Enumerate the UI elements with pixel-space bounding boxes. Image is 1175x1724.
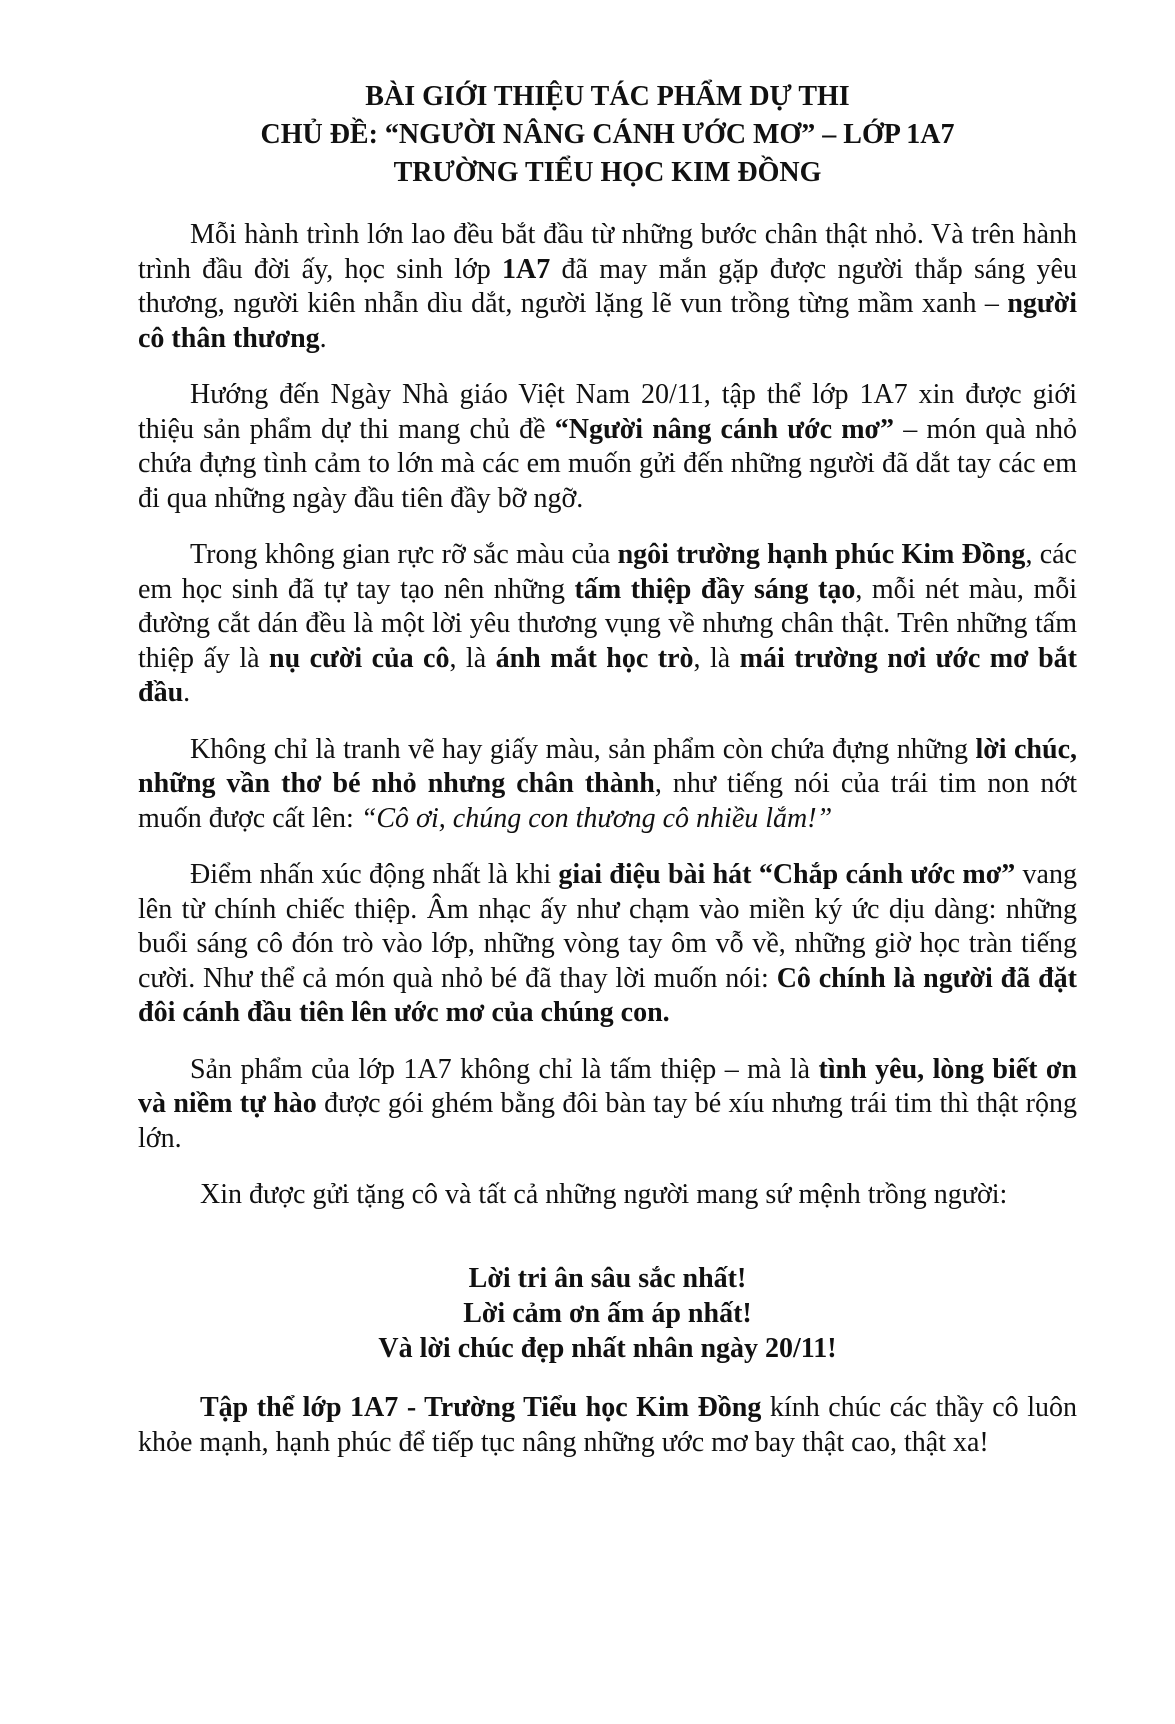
bold-span: “Người nâng cánh ước mơ” [554, 413, 895, 445]
text-span: Mỗi hành trình lớn lao đều bắt đầu từ những bước chân thật nhỏ. Và trên hành trình đầu đời ấy, học sinh lớp [138, 219, 1077, 285]
text-span: , như tiếng nói của trái tim non nớt muốn được cất lên: [138, 768, 1077, 834]
text-span: đã may mắn gặp được người thắp sáng yêu thương, người kiên nhẫn dìu dắt, người lặng lẽ vun trồng từng mầm xanh – [138, 253, 1077, 319]
closing-wishes [138, 1261, 1077, 1366]
text-span: được gói ghém bằng đôi bàn tay bé xíu nhưng trái tim thì thật rộng lớn. [138, 1088, 1077, 1154]
bold-span: tình yêu, lòng biết ơn và niềm tự hào [138, 1053, 1078, 1119]
dedication-line: Xin được gửi tặng cô và tất cả những người mang sứ mệnh trồng người: [200, 1179, 1008, 1210]
bold-span: ngôi trường hạnh phúc Kim Đồng [617, 539, 1026, 570]
closing-line-1: Lời tri ân sâu sắc nhất! [468, 1262, 747, 1294]
text-span: Hướng đến Ngày Nhà giáo Việt Nam 20/11, tập thể lớp 1A7 xin được giới thiệu sản phẩm dự thi mang chủ đề [138, 379, 1077, 445]
text-span: , các em học sinh đã tự tay tạo nên những [138, 539, 1077, 605]
title-line-1: BÀI GIỚI THIỆU TÁC PHẨM DỰ THI [365, 81, 850, 112]
bold-span: Cô chính là người đã đặt đôi cánh đầu tiên lên ước mơ của chúng con. [138, 962, 1077, 1028]
bold-span: lời chúc, những vần thơ bé nhỏ nhưng chân thành [138, 733, 1078, 799]
paragraph-5 [138, 858, 1077, 1031]
paragraph-1 [138, 218, 1077, 356]
document-title [138, 78, 1077, 192]
bold-span: người cô thân thương [138, 288, 1077, 354]
text-span: vang lên từ chính chiếc thiệp. Âm nhạc ấy như chạm vào miền ký ức dịu dàng: những buổi sáng cô đón trò vào lớp, những vòng tay ôm vỗ về, những giờ học tràn tiếng cười. Như thể cả món quà nhỏ bé đã thay lời muốn nói: [138, 859, 1077, 994]
final-paragraph [138, 1390, 1077, 1460]
text-span: , là [693, 642, 740, 674]
paragraph-6 [138, 1053, 1077, 1157]
text-span: . [183, 677, 191, 708]
bold-span: ánh mắt học trò [495, 642, 694, 674]
text-span: , mỗi nét màu, mỗi đường cắt dán đều là một lời yêu thương vụng về nhưng chân thật. Trên những tấm thiệp ấy là [138, 573, 1078, 674]
italic-quote: “Cô ơi, chúng con thương cô nhiều lắm!” [360, 802, 833, 834]
title-line-3: TRƯỜNG TIỂU HỌC KIM ĐỒNG [393, 157, 822, 188]
bold-span: mái trường nơi ước mơ bắt đầu [138, 642, 1077, 708]
bold-span: giai điệu bài hát “Chắp cánh ước mơ” [558, 859, 1016, 890]
text-span: – món quà nhỏ chứa đựng tình cảm to lớn mà các em muốn gửi đến những người đã dắt tay các em đi qua những ngày đầu tiên đầy bỡ ngỡ. [138, 413, 1077, 514]
text-span: Trong không gian rực rỡ sắc màu của [190, 539, 618, 570]
text-span: , là [449, 642, 496, 674]
title-line-2: CHỦ ĐỀ: “NGƯỜI NÂNG CÁNH ƯỚC MƠ” – LỚP 1A7 [260, 119, 955, 150]
closing-line-3: Và lời chúc đẹp nhất nhân ngày 20/11! [378, 1332, 837, 1364]
bold-span: tấm thiệp đầy sáng tạo [574, 573, 856, 605]
text-span: Sản phẩm của lớp 1A7 không chỉ là tấm thiệp – mà là [190, 1053, 819, 1085]
paragraph-2 [138, 378, 1077, 516]
text-span: . [319, 322, 327, 354]
text-span: Điểm nhấn xúc động nhất là khi [190, 859, 559, 890]
bold-span: Tập thể lớp 1A7 - Trường Tiểu học Kim Đồng [200, 1391, 762, 1423]
bold-span: nụ cười của cô [269, 642, 450, 674]
closing-line-2: Lời cảm ơn ấm áp nhất! [463, 1297, 752, 1329]
text-span: kính chúc các thầy cô luôn khỏe mạnh, hạnh phúc để tiếp tục nâng những ước mơ bay thật cao, thật xa! [138, 1391, 1077, 1458]
bold-span: 1A7 [502, 253, 551, 285]
text-span: Không chỉ là tranh vẽ hay giấy màu, sản phẩm còn chứa đựng những [190, 733, 976, 765]
paragraph-4 [138, 733, 1077, 837]
paragraph-3 [138, 538, 1077, 711]
